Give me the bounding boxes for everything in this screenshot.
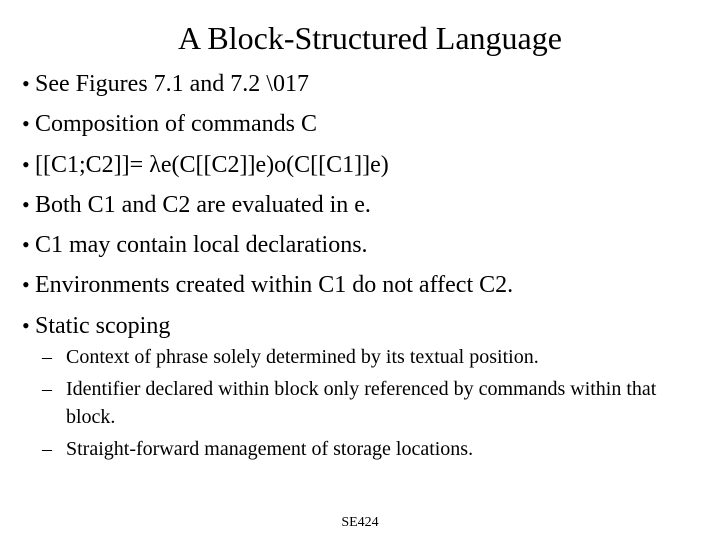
slide-footer: SE424 <box>341 515 379 530</box>
bullet-icon: • <box>22 71 30 96</box>
bullet-icon: • <box>22 151 30 177</box>
bullet-item <box>0 104 720 144</box>
bullet-list <box>0 64 720 346</box>
bullet-text: Environments created within C1 do not affect C2. <box>35 272 514 299</box>
sub-bullet-text: Identifier declared within block only referenced by commands within that block. <box>66 378 657 428</box>
bullet-item <box>0 306 720 346</box>
dash-icon: – <box>42 346 52 368</box>
bullet-icon: • <box>22 232 30 258</box>
bullet-text: Composition of commands C <box>35 111 317 138</box>
bullet-item <box>0 145 720 185</box>
bullet-icon: • <box>22 111 30 137</box>
sub-bullet-text: Context of phrase solely determined by its textual position. <box>66 346 539 368</box>
bullet-item <box>0 64 720 104</box>
bullet-text: Both C1 and C2 are evaluated in e. <box>35 191 371 218</box>
sub-bullet-text: Straight-forward management of storage locations. <box>66 438 474 460</box>
bullet-item <box>0 225 720 265</box>
dash-icon: – <box>42 378 52 400</box>
sub-bullet-item <box>0 435 720 463</box>
bullet-text: Static scoping <box>35 312 171 339</box>
bullet-text: [[C1;C2]]= λe(C[[C2]]e)o(C[[C1]]e) <box>35 151 389 178</box>
sub-bullet-list <box>0 343 720 467</box>
sub-bullet-item <box>0 375 720 431</box>
dash-icon: – <box>42 438 52 460</box>
slide-title: A Block-Structured Language <box>178 20 562 56</box>
bullet-text: C1 may contain local declarations. <box>35 232 368 259</box>
sub-bullet-item <box>0 343 720 371</box>
bullet-item <box>0 185 720 225</box>
bullet-item <box>0 265 720 305</box>
bullet-icon: • <box>22 272 30 298</box>
bullet-text: See Figures 7.1 and 7.2 \017 <box>35 71 309 97</box>
bullet-icon: • <box>22 312 30 338</box>
bullet-icon: • <box>22 191 30 217</box>
